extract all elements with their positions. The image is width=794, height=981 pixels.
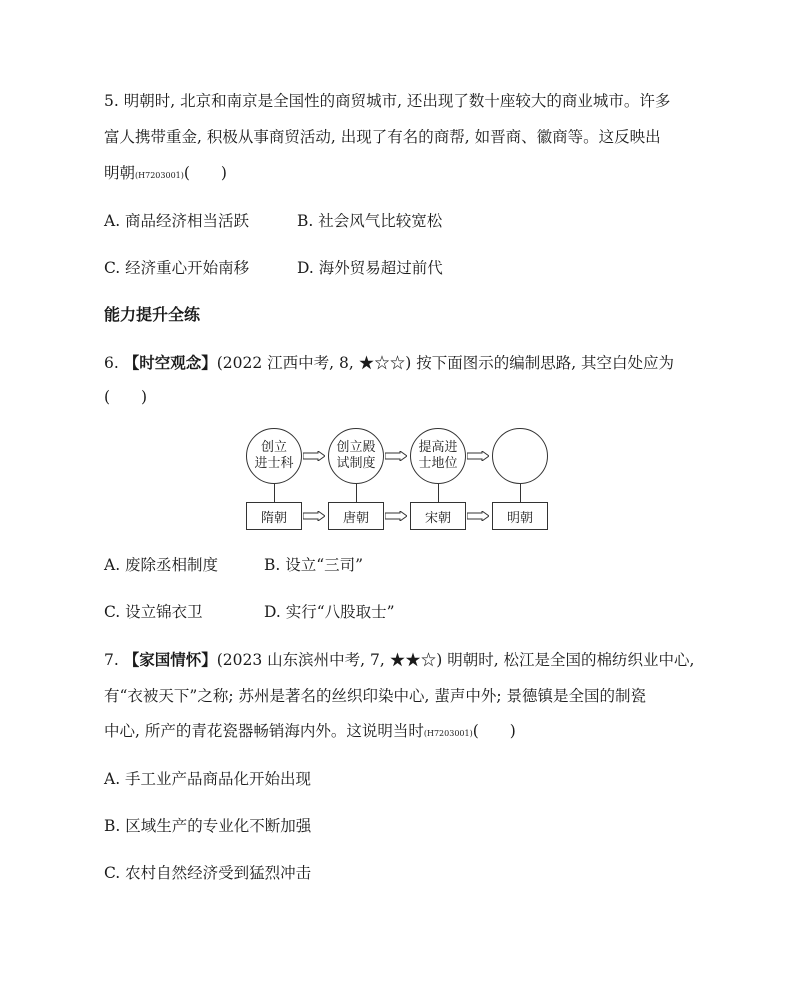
q6-option-b[interactable]: B. 设立“三司” <box>264 556 364 574</box>
q7-answer-blank: ( ) <box>472 722 516 740</box>
q5-answer-blank: ( ) <box>183 164 227 182</box>
diagram-circle-2 <box>328 428 384 484</box>
circle-1-line-2: 进士科 <box>254 456 294 471</box>
q7-stem-text: (2023 山东滨州中考, 7, ★★☆) 明朝时, 松江是全国的棉纺织业中心, <box>216 651 695 669</box>
section-heading: 能力提升全练 <box>104 305 201 324</box>
q5-question-code: (H7203001) <box>135 171 184 180</box>
q6-stem-line-1 <box>104 353 674 373</box>
dynasty-diagram <box>246 428 552 534</box>
diagram-box-ming: 明朝 <box>492 502 548 530</box>
q6-answer-blank: ( ) <box>104 388 148 406</box>
q7-question-code: (H7203001) <box>423 729 473 738</box>
diagram-circle-3 <box>410 428 466 484</box>
q6-tag: 【时空观念】 <box>123 353 217 372</box>
circle-2-line-1: 创立殿 <box>336 440 376 455</box>
diagram-box-song: 宋朝 <box>410 502 466 530</box>
arrow-right-icon <box>303 451 325 461</box>
arrow-right-icon <box>385 511 407 521</box>
arrow-right-icon <box>303 511 325 521</box>
q7-tag: 【家国情怀】 <box>123 650 217 669</box>
connector-line <box>356 484 357 502</box>
q7-option-c[interactable]: C. 农村自然经济受到猛烈冲击 <box>104 864 312 882</box>
q5-option-c[interactable]: C. 经济重心开始南移 <box>104 259 250 277</box>
q7-number: 7. <box>104 651 124 669</box>
q5-stem-line-2: 富人携带重金, 积极从事商贸活动, 出现了有名的商帮, 如晋商、徽商等。这反映出 <box>104 128 661 146</box>
circle-2-line-2: 试制度 <box>336 456 376 471</box>
q6-stem-text: (2022 江西中考, 8, ★☆☆) 按下面图示的编制思路, 其空白处应为 <box>216 354 675 372</box>
q5-stem-text: 明朝 <box>104 164 136 182</box>
q5-option-d[interactable]: D. 海外贸易超过前代 <box>297 259 443 277</box>
q7-stem-line-3 <box>104 721 516 744</box>
q6-option-d[interactable]: D. 实行“八股取士” <box>264 603 395 621</box>
q7-stem-line-2: 有“衣被天下”之称; 苏州是著名的丝织印染中心, 蜚声中外; 景德镇是全国的制瓷 <box>104 687 647 705</box>
q6-option-a[interactable]: A. 废除丞相制度 <box>104 556 219 574</box>
diagram-box-tang: 唐朝 <box>328 502 384 530</box>
diagram-circle-1 <box>246 428 302 484</box>
connector-line <box>438 484 439 502</box>
connector-line <box>274 484 275 502</box>
q6-number: 6. <box>104 354 124 372</box>
q7-stem-text-3: 中心, 所产的青花瓷器畅销海内外。这说明当时 <box>104 722 424 740</box>
connector-line <box>520 484 521 502</box>
q7-option-b[interactable]: B. 区域生产的专业化不断加强 <box>104 817 312 835</box>
arrow-right-icon <box>467 511 489 521</box>
diagram-box-sui: 隋朝 <box>246 502 302 530</box>
arrow-right-icon <box>467 451 489 461</box>
q6-option-c[interactable]: C. 设立锦衣卫 <box>104 603 203 621</box>
q7-option-a[interactable]: A. 手工业产品商品化开始出现 <box>104 770 312 788</box>
diagram-circle-blank <box>492 428 548 484</box>
q5-stem-line-1: 5. 明朝时, 北京和南京是全国性的商贸城市, 还出现了数十座较大的商业城市。许多 <box>104 92 671 110</box>
q7-stem-line-1 <box>104 650 694 670</box>
circle-3-line-2: 士地位 <box>418 456 458 471</box>
q5-stem-line-3 <box>104 163 227 186</box>
arrow-right-icon <box>385 451 407 461</box>
circle-1-line-1: 创立 <box>260 440 287 455</box>
circle-3-line-1: 提高进 <box>418 440 458 455</box>
q5-option-a[interactable]: A. 商品经济相当活跃 <box>104 212 250 230</box>
q5-option-b[interactable]: B. 社会风气比较宽松 <box>297 212 443 230</box>
